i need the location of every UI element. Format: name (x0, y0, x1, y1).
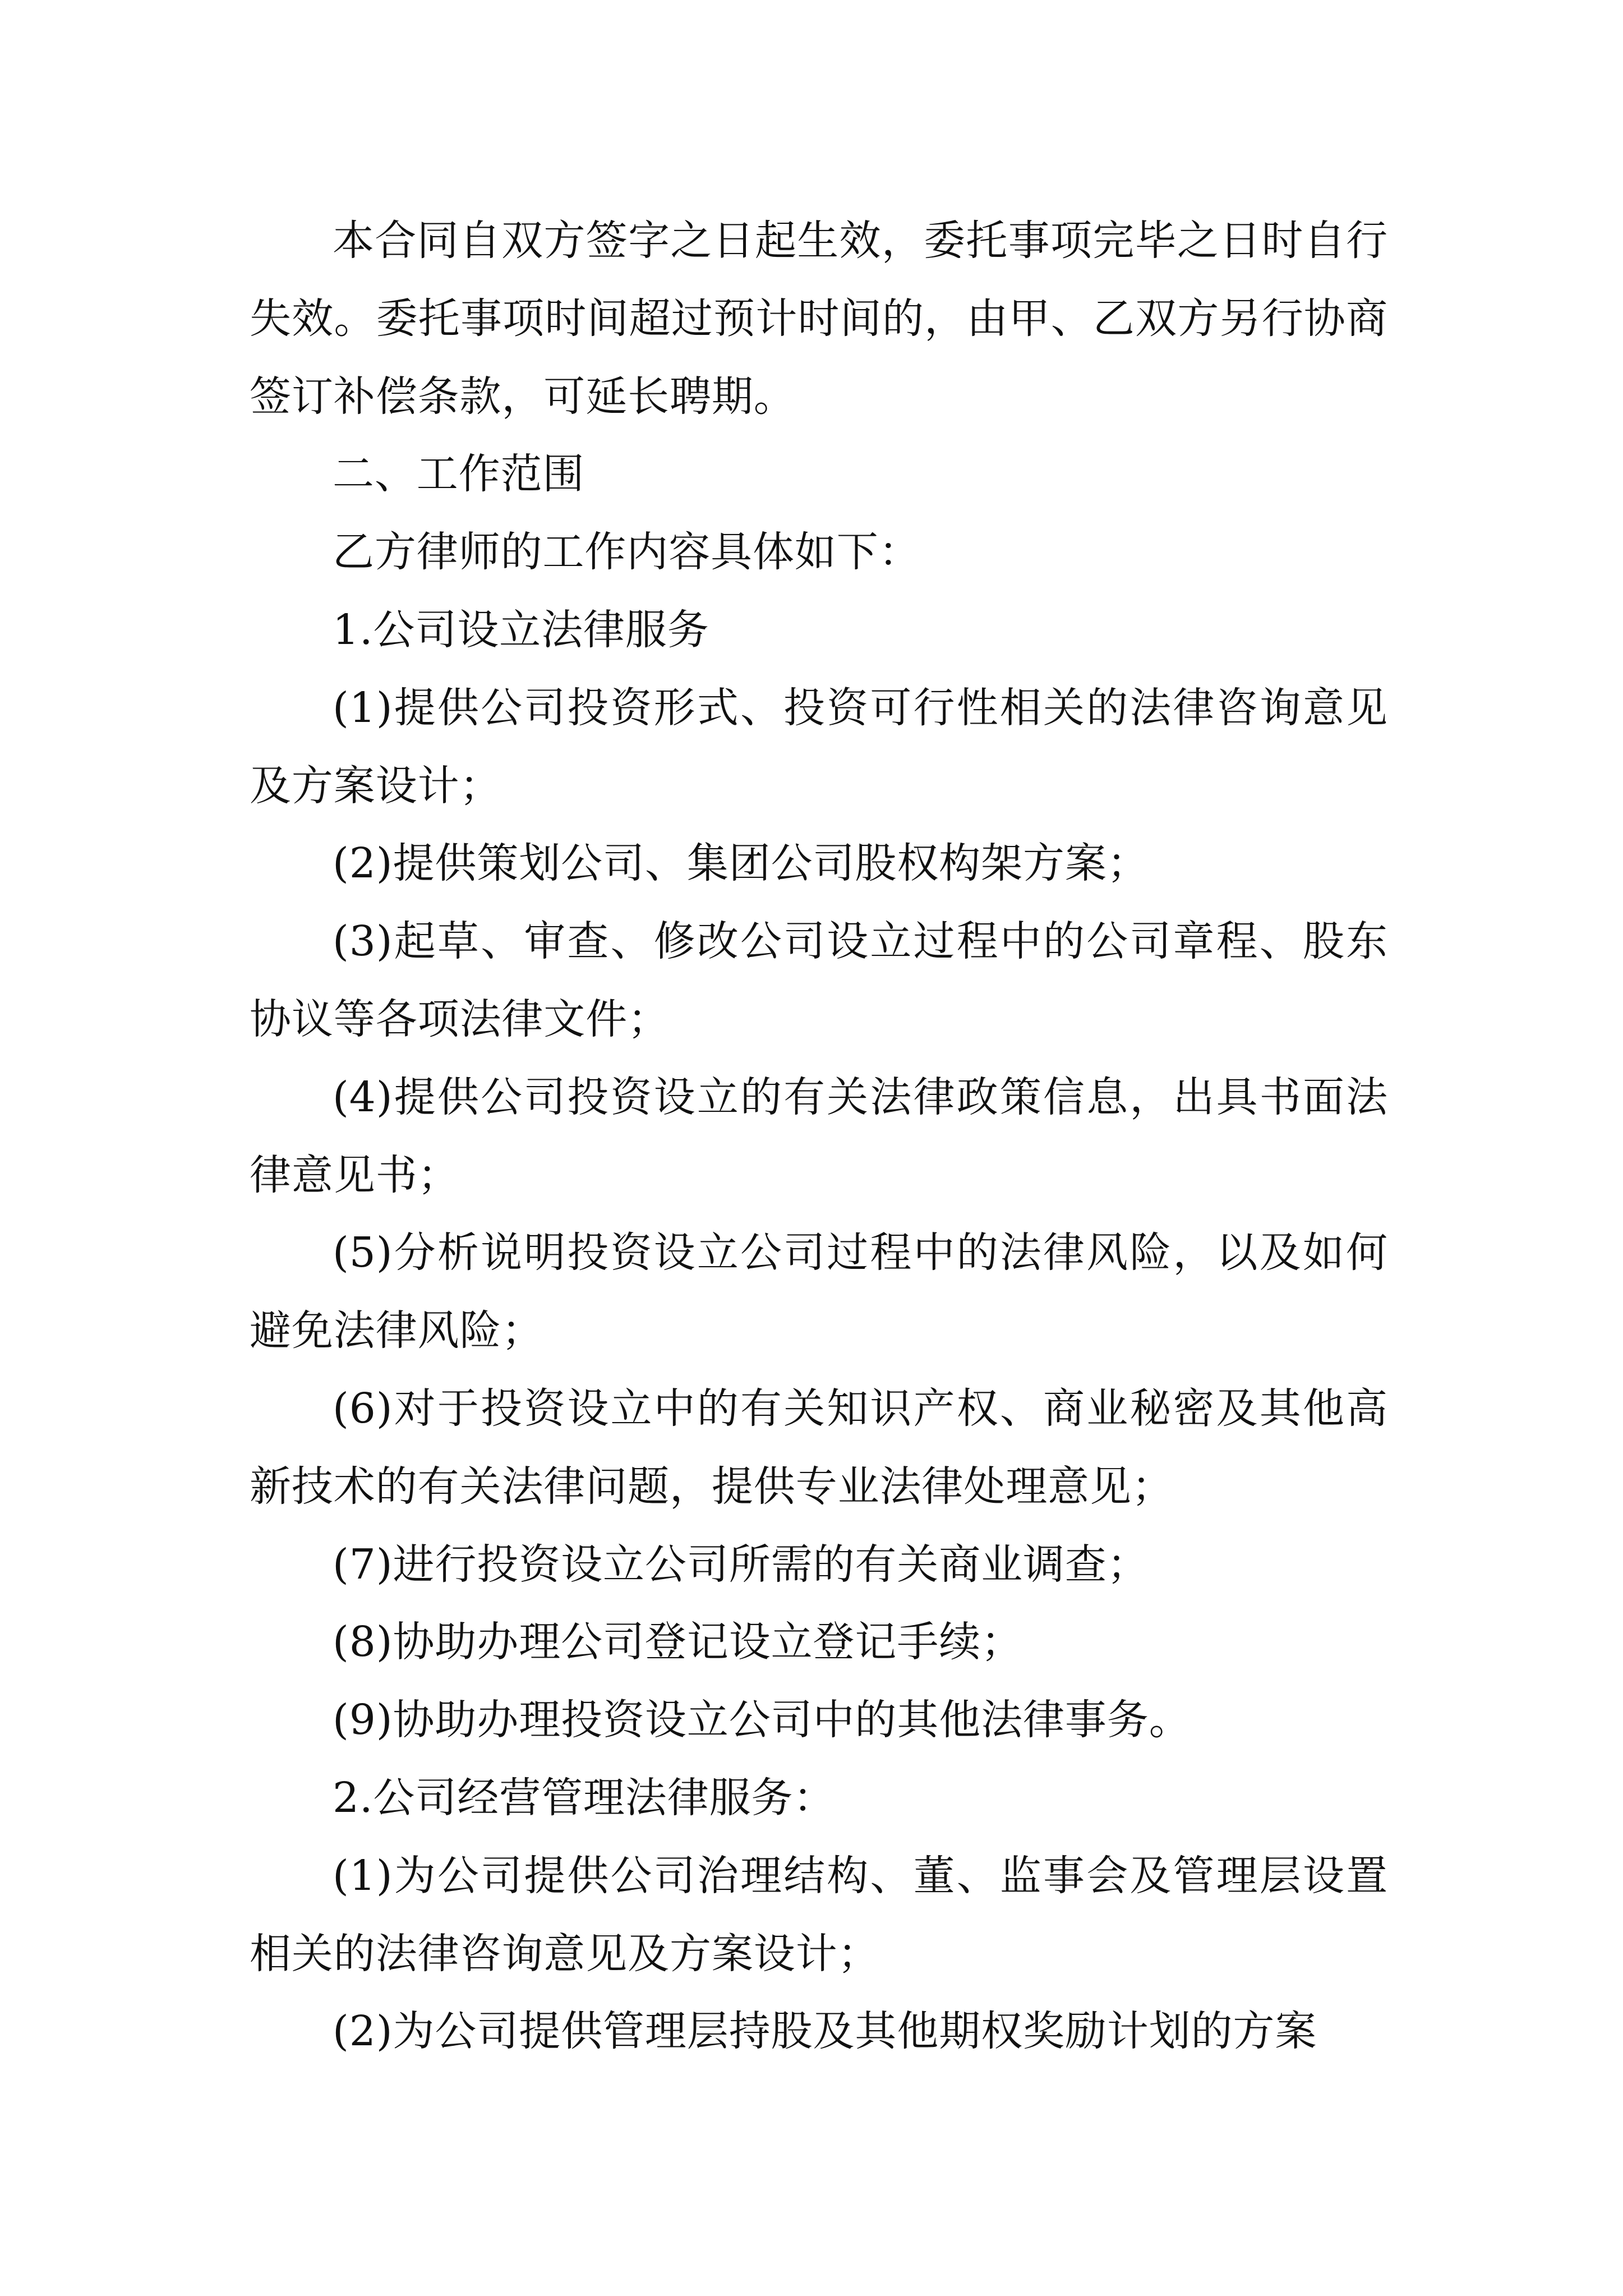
list-item: (3)起草、审查、修改公司设立过程中的公司章程、股东协议等各项法律文件； (250, 917, 1388, 1043)
subsection-heading-operations: 2.公司经营管理法律服务： (333, 1773, 836, 1822)
list-item: (6)对于投资设立中的有关知识产权、商业秘密及其他高新技术的有关法律问题，提供专业法律处理意见； (250, 1384, 1388, 1511)
section-heading-work-scope: 二、工作范围 (333, 450, 585, 499)
list-item: (4)提供公司投资设立的有关法律政策信息，出具书面法律意见书； (250, 1073, 1388, 1199)
list-item: (1)提供公司投资形式、投资可行性相关的法律咨询意见及方案设计； (250, 683, 1388, 810)
paragraph-effective-term: 本合同自双方签字之日起生效，委托事项完毕之日时自行失效。委托事项时间超过预计时间的，由甲、乙双方另行协商签订补偿条款，可延长聘期。 (250, 217, 1388, 421)
list-item: (2)提供策划公司、集团公司股权构架方案； (333, 839, 1149, 888)
list-item: (1)为公司提供公司治理结构、董、监事会及管理层设置相关的法律咨询意见及方案设计； (250, 1851, 1388, 1978)
document-body (250, 202, 1388, 2070)
paragraph-work-intro: 乙方律师的工作内容具体如下： (333, 528, 921, 577)
list-item: (8)协助办理公司登记设立登记手续； (333, 1618, 1023, 1667)
list-item: (2)为公司提供管理层持股及其他期权奖励计划的方案 (333, 2007, 1317, 2056)
list-item: (7)进行投资设立公司所需的有关商业调查； (333, 1540, 1149, 1589)
list-item: (9)协助办理投资设立公司中的其他法律事务。 (333, 1696, 1191, 1745)
subsection-heading-company-setup: 1.公司设立法律服务 (333, 605, 709, 654)
list-item: (5)分析说明投资设立公司过程中的法律风险，以及如何避免法律风险； (250, 1228, 1388, 1355)
